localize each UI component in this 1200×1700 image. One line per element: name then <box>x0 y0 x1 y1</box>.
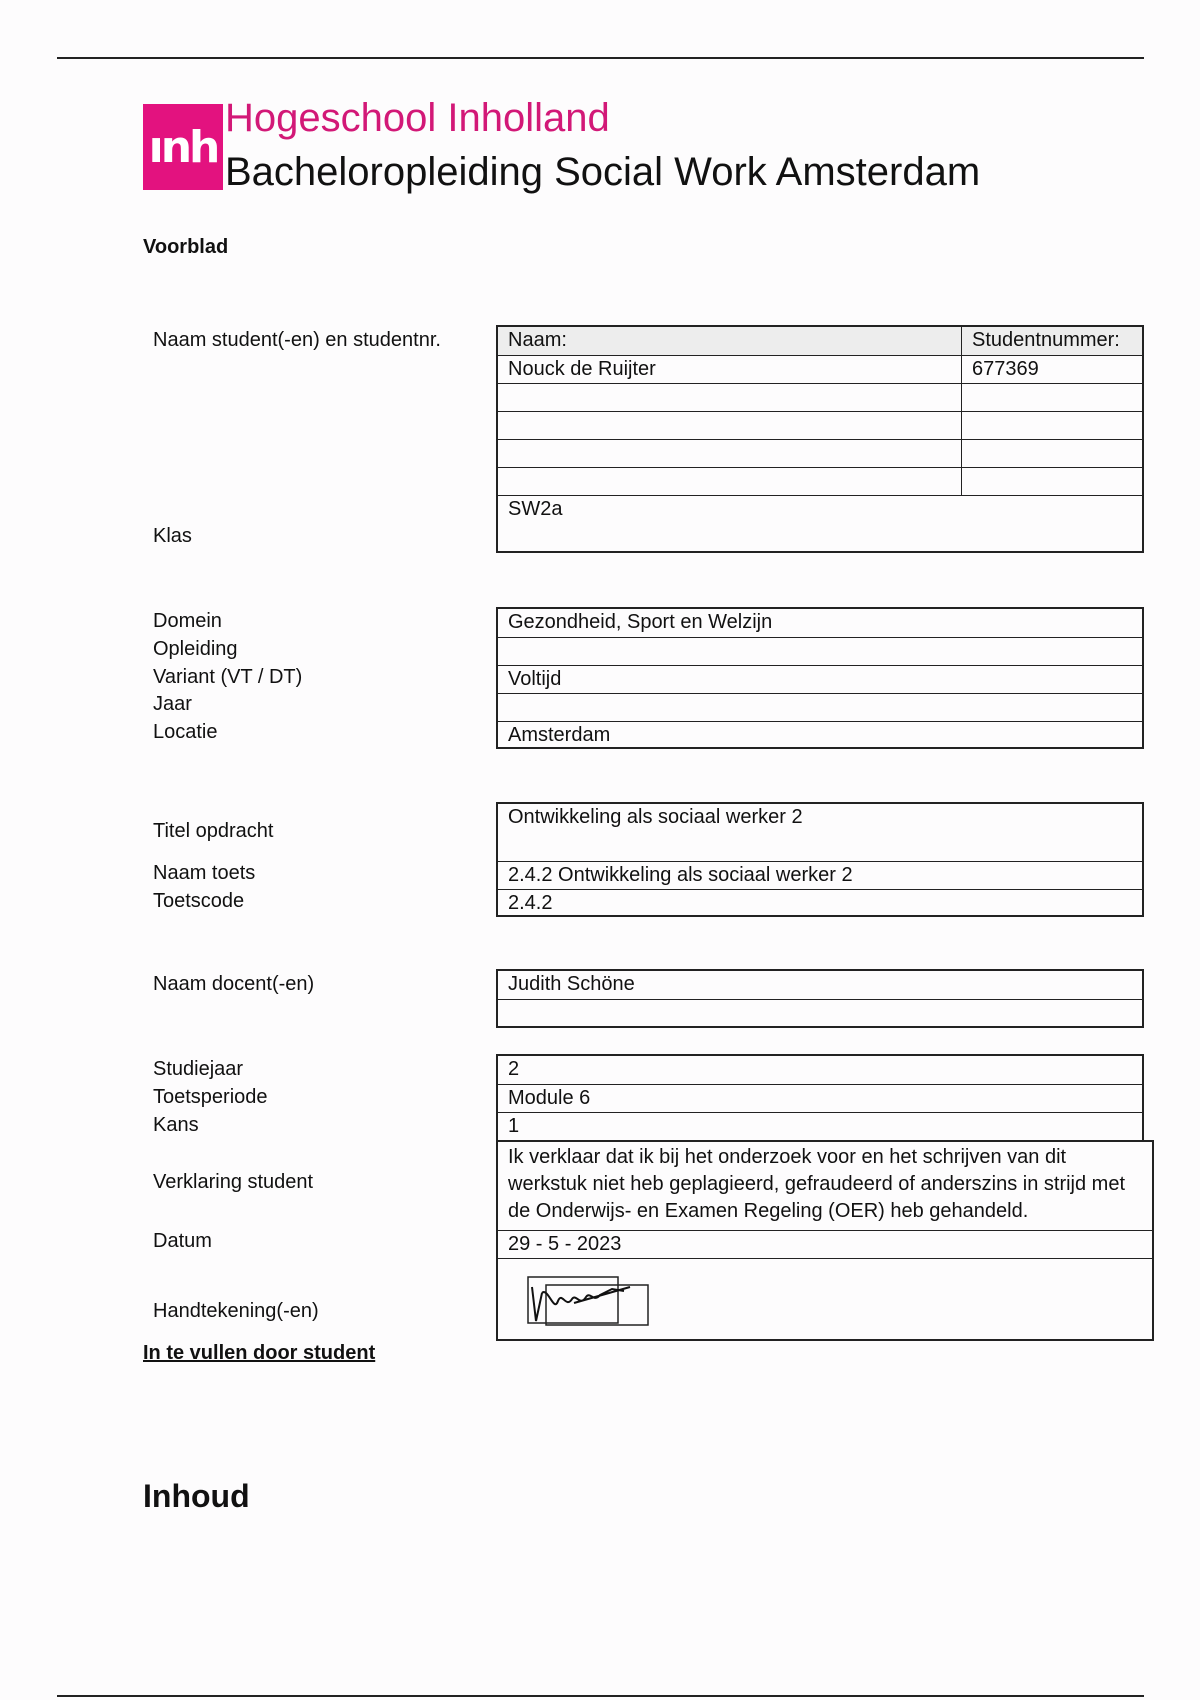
locatie-field[interactable]: Amsterdam <box>508 724 611 746</box>
label-datum: Datum <box>153 1230 212 1252</box>
footer-note: In te vullen door student <box>143 1342 376 1364</box>
klas-row <box>498 495 1142 523</box>
verklaring-row <box>498 1142 1152 1230</box>
datum-field[interactable]: 29 - 5 - 2023 <box>508 1233 622 1255</box>
kans-field[interactable]: 1 <box>508 1115 520 1137</box>
label-naam-toets: Naam toets <box>153 862 256 884</box>
toc-heading: Inhoud <box>143 1478 250 1514</box>
naam-toets-field[interactable]: 2.4.2 Ontwikkeling als sociaal werker 2 <box>508 864 853 886</box>
verklaring-text: Ik verklaar dat ik bij het onderzoek voor en het schrijven van dit werkstuk niet heb geplagieerd, gefraudeerd of anderszins in strijd met de Onderwijs- en Examen Regeling (OER) heb gehandeld. <box>508 1146 1126 1222</box>
declaration-table <box>496 1140 1154 1341</box>
col-number-header: Studentnummer: <box>961 327 1142 355</box>
label-studiejaar: Studiejaar <box>153 1058 244 1080</box>
student-row <box>498 383 1142 411</box>
variant-row <box>498 665 1142 693</box>
bottom-rule <box>57 1695 1144 1697</box>
student-number-field[interactable] <box>961 468 1142 495</box>
titel-row <box>498 804 1142 861</box>
student-name-field[interactable]: Nouck de Ruijter <box>508 358 656 380</box>
label-handtekening: Handtekening(-en) <box>153 1300 319 1322</box>
program-table <box>496 607 1144 749</box>
school-name: Hogeschool Inholland <box>225 96 610 140</box>
domein-row <box>498 609 1142 637</box>
jaar-row <box>498 693 1142 721</box>
inholland-logo <box>143 104 223 190</box>
naam-toets-row <box>498 861 1142 889</box>
docent-table <box>496 969 1144 1028</box>
student-number-field[interactable] <box>961 412 1142 439</box>
label-opleiding: Opleiding <box>153 638 238 660</box>
student-row <box>498 355 1142 383</box>
label-klas: Klas <box>153 525 192 547</box>
opleiding-row <box>498 637 1142 665</box>
label-locatie: Locatie <box>153 721 218 743</box>
opleiding-field[interactable] <box>498 638 1142 665</box>
docent-row <box>498 971 1142 999</box>
study-table <box>496 1054 1144 1142</box>
signature-icon <box>526 1273 652 1327</box>
studiejaar-field[interactable]: 2 <box>508 1058 520 1080</box>
student-number-field[interactable] <box>961 384 1142 411</box>
domein-field[interactable]: Gezondheid, Sport en Welzijn <box>508 611 773 633</box>
student-row <box>498 467 1142 495</box>
label-toetsperiode: Toetsperiode <box>153 1086 268 1108</box>
datum-row <box>498 1230 1152 1258</box>
label-kans: Kans <box>153 1114 199 1136</box>
label-docent: Naam docent(-en) <box>153 973 315 995</box>
signature-row <box>498 1258 1152 1339</box>
titel-field[interactable]: Ontwikkeling als sociaal werker 2 <box>508 806 803 828</box>
variant-field[interactable]: Voltijd <box>508 668 562 690</box>
toetscode-field[interactable]: 2.4.2 <box>508 892 553 914</box>
toetscode-row <box>498 889 1142 917</box>
label-toetscode: Toetscode <box>153 890 245 912</box>
docent-field[interactable]: Judith Schöne <box>508 973 635 995</box>
label-titel: Titel opdracht <box>153 820 274 842</box>
program-name: Bacheloropleiding Social Work Amsterdam <box>225 150 981 194</box>
label-jaar: Jaar <box>153 693 192 715</box>
student-number-field[interactable] <box>961 440 1142 467</box>
student-name-field[interactable] <box>498 468 961 495</box>
student-name-field[interactable] <box>498 412 961 439</box>
students-table <box>496 325 1144 553</box>
label-verklaring: Verklaring student <box>153 1171 314 1193</box>
label-domein: Domein <box>153 610 222 632</box>
logo-text: ınh <box>148 121 218 173</box>
student-row <box>498 411 1142 439</box>
section-title: Voorblad <box>143 236 229 258</box>
kans-row <box>498 1112 1142 1140</box>
student-name-field[interactable] <box>498 384 961 411</box>
top-rule <box>57 57 1144 59</box>
label-variant: Variant (VT / DT) <box>153 666 303 688</box>
student-number-field[interactable]: 677369 <box>961 356 1142 383</box>
student-row <box>498 439 1142 467</box>
signature-image <box>526 1273 652 1327</box>
docent-row <box>498 999 1142 1027</box>
locatie-row <box>498 721 1142 749</box>
toetsperiode-field[interactable]: Module 6 <box>508 1087 591 1109</box>
assignment-table <box>496 802 1144 917</box>
klas-field[interactable]: SW2a <box>508 498 563 520</box>
toetsperiode-row <box>498 1084 1142 1112</box>
jaar-field[interactable] <box>498 694 1142 721</box>
label-students: Naam student(-en) en studentnr. <box>153 329 441 351</box>
col-name-header: Naam: <box>508 329 567 351</box>
students-table-header <box>498 327 1142 355</box>
docent-field[interactable] <box>498 1000 1142 1027</box>
student-name-field[interactable] <box>498 440 961 467</box>
studiejaar-row <box>498 1056 1142 1084</box>
